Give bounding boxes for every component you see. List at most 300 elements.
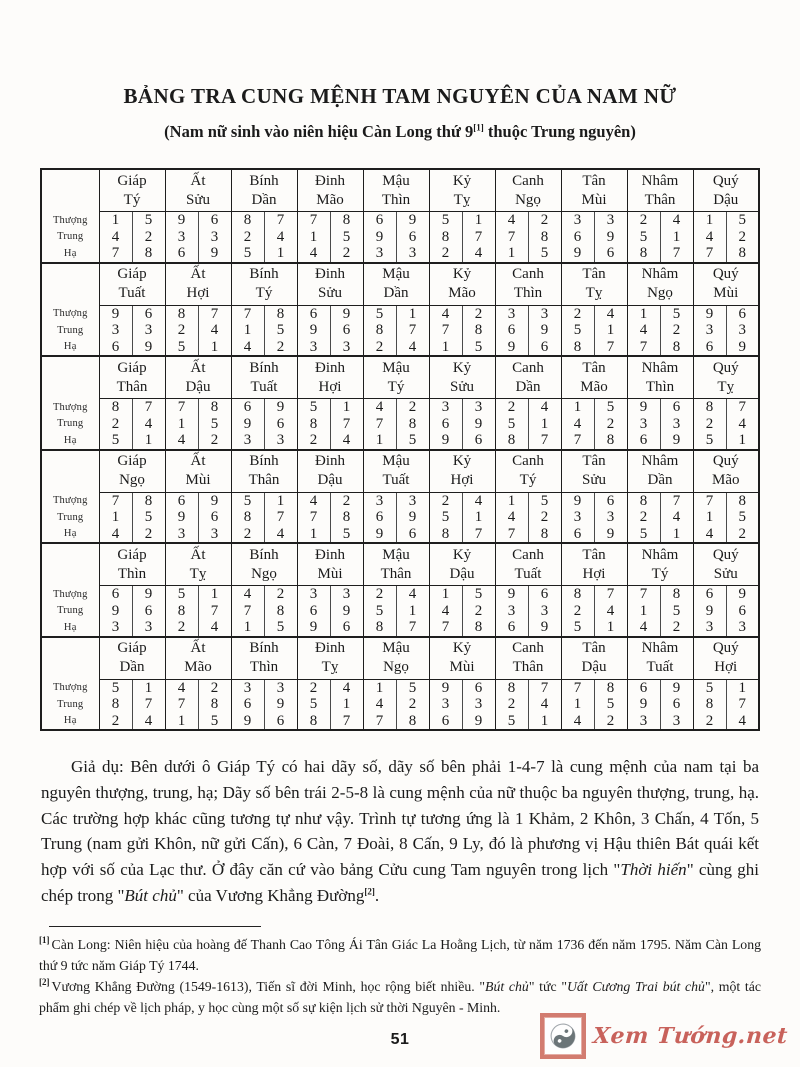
column-header	[693, 263, 759, 306]
female-number-cell: 9	[495, 339, 528, 357]
branch-label: Hợi	[582, 565, 606, 582]
male-number-cell: 9	[462, 713, 495, 731]
female-number-cell: 7	[561, 679, 594, 696]
male-number-cell: 6	[528, 339, 561, 357]
branch-label: Tuất	[382, 472, 410, 488]
female-number-cell: 7	[297, 212, 330, 229]
row-label: Hạ	[41, 339, 99, 357]
male-number-cell: 7	[264, 212, 297, 229]
stem-label: Nhâm	[641, 266, 679, 282]
branch-label: Tý	[255, 285, 273, 301]
female-number-cell: 9	[297, 322, 330, 339]
female-number-cell: 9	[99, 603, 132, 620]
column-header	[429, 450, 495, 493]
branch-label: Thìn	[645, 378, 675, 395]
male-number-cell: 6	[132, 603, 165, 620]
column-header	[165, 637, 231, 680]
female-number-cell: 9	[231, 713, 264, 731]
number-row	[41, 229, 759, 246]
stem-label: Kỷ	[452, 266, 472, 282]
branch-label: Dần	[515, 378, 541, 395]
column-header	[693, 169, 759, 212]
female-number-cell: 6	[495, 619, 528, 637]
female-number-cell: 8	[693, 696, 726, 713]
branch-label: Mùi	[317, 565, 343, 582]
female-number-cell: 7	[429, 322, 462, 339]
male-number-cell: 9	[264, 399, 297, 416]
male-number-cell: 7	[594, 339, 627, 357]
column-header	[297, 263, 363, 306]
male-number-cell: 4	[264, 229, 297, 246]
column-header	[363, 169, 429, 212]
branch-label: Dậu	[449, 565, 475, 582]
female-number-cell: 9	[429, 679, 462, 696]
male-number-cell: 6	[528, 586, 561, 603]
female-number-cell: 3	[297, 339, 330, 357]
branch-label: Tỵ	[717, 378, 735, 395]
column-header	[99, 263, 165, 306]
column-header	[297, 169, 363, 212]
male-number-cell: 7	[594, 586, 627, 603]
female-number-cell: 8	[693, 399, 726, 416]
stem-label: Ất	[190, 266, 206, 282]
female-number-cell: 7	[99, 492, 132, 509]
female-number-cell: 8	[99, 399, 132, 416]
male-number-cell: 1	[726, 679, 759, 696]
female-number-cell: 5	[429, 212, 462, 229]
female-number-cell: 4	[495, 509, 528, 526]
male-number-cell: 8	[132, 245, 165, 263]
column-header	[363, 263, 429, 306]
number-row	[41, 432, 759, 450]
number-row	[41, 245, 759, 263]
male-number-cell: 9	[594, 526, 627, 544]
branch-label: Tý	[387, 378, 405, 395]
page-subtitle	[39, 122, 761, 142]
branch-label: Sửu	[450, 378, 474, 395]
male-number-cell: 2	[264, 339, 297, 357]
stem-label: Canh	[512, 266, 544, 282]
male-number-cell: 5	[132, 212, 165, 229]
number-row	[41, 586, 759, 603]
column-header	[297, 543, 363, 586]
female-number-cell: 1	[363, 432, 396, 450]
male-number-cell: 4	[594, 603, 627, 620]
branch-label: Dần	[119, 659, 145, 675]
stem-label: Đinh	[315, 359, 345, 376]
female-number-cell: 3	[561, 212, 594, 229]
column-header	[429, 356, 495, 399]
female-number-cell: 6	[429, 416, 462, 433]
female-number-cell: 5	[99, 679, 132, 696]
male-number-cell: 3	[264, 432, 297, 450]
female-number-cell: 1	[693, 509, 726, 526]
stem-label: Giáp	[117, 266, 147, 282]
branch-label: Ngọ	[383, 659, 409, 675]
female-number-cell: 6	[693, 586, 726, 603]
male-number-cell: 4	[132, 713, 165, 731]
male-number-cell: 8	[330, 509, 363, 526]
male-number-cell: 1	[396, 305, 429, 322]
number-row	[41, 696, 759, 713]
female-number-cell: 5	[297, 696, 330, 713]
female-number-cell: 2	[693, 416, 726, 433]
male-number-cell: 4	[528, 399, 561, 416]
corner-cell	[41, 637, 99, 680]
female-number-cell: 4	[99, 526, 132, 544]
female-number-cell: 7	[231, 603, 264, 620]
male-number-cell: 7	[198, 603, 231, 620]
female-number-cell: 6	[363, 212, 396, 229]
branch-label: Dậu	[713, 191, 739, 208]
column-header	[231, 169, 297, 212]
branch-label: Sửu	[186, 191, 210, 208]
stem-label: Canh	[512, 172, 544, 189]
female-number-cell: 4	[429, 305, 462, 322]
male-number-cell: 4	[726, 713, 759, 731]
male-number-cell: 8	[264, 603, 297, 620]
female-number-cell: 1	[297, 229, 330, 246]
branch-label: Mùi	[449, 659, 475, 675]
stem-label: Nhâm	[641, 640, 679, 656]
female-number-cell: 1	[627, 603, 660, 620]
column-header	[495, 543, 561, 586]
stem-label: Bính	[249, 266, 279, 282]
female-number-cell: 4	[363, 399, 396, 416]
female-number-cell: 1	[363, 679, 396, 696]
female-number-cell: 4	[297, 492, 330, 509]
male-number-cell: 1	[264, 492, 297, 509]
female-number-cell: 3	[627, 713, 660, 731]
footnote-divider	[49, 926, 261, 927]
watermark-text: Xem Tướng.net	[592, 1023, 789, 1049]
female-number-cell: 2	[627, 509, 660, 526]
female-number-cell: 5	[693, 432, 726, 450]
text-segment: Giả dụ: Bên dưới ô Giáp Tý có hai dãy số, dãy số bên phải 1-4-7 là cung mệnh của nam tại ba nguyên thượng, trung, hạ; Dãy số bên trái 2-5-8 là cung mệnh của nữ thuộc ba nguyên thượng, trung, hạ. Các trường hợp khác cũng tương tự như vậy. Trình tự tương ứng là 1 Khảm, 2 Khôn, 3 Chấn, 4 Tốn, 5 Trung (nam gửi Khôn, nữ gửi Cấn), 6 Càn, 7 Đoài, 8 Cấn, 9 Ly, đó là phương vị Hậu thiên Bát quái kết hợp với số của Lạc thư. Ở đây căn cứ vào bảng Cửu cung Tam nguyên trong lịch "	[41, 757, 759, 880]
male-number-cell: 7	[726, 696, 759, 713]
male-number-cell: 7	[396, 322, 429, 339]
stem-label: Ất	[190, 359, 206, 376]
text-segment: " tức "	[528, 978, 567, 994]
female-number-cell: 4	[495, 212, 528, 229]
row-label: Hạ	[41, 526, 99, 544]
stem-label: Mậu	[382, 172, 410, 189]
column-header	[297, 637, 363, 680]
female-number-cell: 2	[297, 432, 330, 450]
branch-label: Tuất	[250, 378, 278, 395]
column-header	[561, 356, 627, 399]
male-number-cell: 2	[660, 619, 693, 637]
branch-label: Tỵ	[189, 565, 207, 582]
stem-label: Tân	[582, 453, 606, 469]
male-number-cell: 4	[726, 416, 759, 433]
male-number-cell: 9	[132, 586, 165, 603]
male-number-cell: 5	[726, 212, 759, 229]
stem-label: Quý	[712, 359, 739, 376]
male-number-cell: 7	[660, 245, 693, 263]
stem-label: Quý	[712, 546, 739, 563]
branch-label: Thân	[116, 378, 148, 395]
column-header	[495, 637, 561, 680]
branch-label: Thân	[644, 191, 676, 208]
column-header	[231, 637, 297, 680]
female-number-cell: 2	[99, 713, 132, 731]
branch-label: Dậu	[317, 472, 343, 488]
female-number-cell: 4	[165, 432, 198, 450]
female-number-cell: 9	[561, 492, 594, 509]
branch-label: Thìn	[381, 191, 411, 208]
male-number-cell: 2	[660, 322, 693, 339]
stem-label: Bính	[249, 172, 279, 189]
branch-label: Tý	[651, 565, 669, 582]
female-number-cell: 4	[363, 696, 396, 713]
female-number-cell: 8	[429, 229, 462, 246]
stem-label: Bính	[249, 453, 279, 469]
branch-label: Hợi	[318, 378, 342, 395]
text-segment: Vương Khẳng Đường (1549-1613), Tiến sĩ đời Minh, học rộng biết nhiều. "	[51, 978, 486, 994]
branch-label: Ngọ	[515, 191, 541, 208]
male-number-cell: 3	[132, 619, 165, 637]
number-row	[41, 526, 759, 544]
female-number-cell: 8	[627, 245, 660, 263]
male-number-cell: 2	[396, 696, 429, 713]
female-number-cell: 6	[495, 322, 528, 339]
female-number-cell: 5	[363, 603, 396, 620]
female-number-cell: 1	[429, 339, 462, 357]
column-header	[231, 543, 297, 586]
female-number-cell: 8	[429, 526, 462, 544]
text-segment: Bút chủ	[124, 885, 177, 905]
male-number-cell: 4	[462, 492, 495, 509]
branch-label: Thân	[512, 659, 544, 675]
column-header	[495, 263, 561, 306]
female-number-cell: 9	[429, 432, 462, 450]
row-label: Thượng	[41, 305, 99, 322]
male-number-cell: 1	[264, 245, 297, 263]
column-header	[627, 637, 693, 680]
male-number-cell: 4	[462, 245, 495, 263]
stem-label: Giáp	[117, 453, 147, 469]
male-number-cell: 5	[198, 713, 231, 731]
branch-label: Dậu	[581, 659, 607, 675]
female-number-cell: 2	[363, 586, 396, 603]
female-number-cell: 9	[561, 245, 594, 263]
stem-label: Kỷ	[452, 546, 472, 563]
male-number-cell: 1	[132, 679, 165, 696]
female-number-cell: 1	[495, 492, 528, 509]
column-header	[627, 543, 693, 586]
branch-label: Mão	[580, 378, 608, 395]
female-number-cell: 6	[693, 339, 726, 357]
female-number-cell: 1	[99, 212, 132, 229]
female-number-cell: 1	[165, 713, 198, 731]
column-header	[561, 543, 627, 586]
male-number-cell: 5	[264, 322, 297, 339]
male-number-cell: 1	[198, 586, 231, 603]
male-number-cell: 8	[396, 713, 429, 731]
male-number-cell: 1	[528, 416, 561, 433]
male-number-cell: 2	[528, 212, 561, 229]
male-number-cell: 6	[594, 245, 627, 263]
female-number-cell: 6	[297, 603, 330, 620]
female-number-cell: 7	[495, 526, 528, 544]
female-number-cell: 2	[363, 339, 396, 357]
corner-cell	[41, 543, 99, 586]
stem-label: Quý	[712, 266, 739, 282]
male-number-cell: 3	[726, 322, 759, 339]
row-label: Trung	[41, 322, 99, 339]
female-number-cell: 8	[297, 713, 330, 731]
text-segment: [2]	[364, 886, 375, 897]
female-number-cell: 8	[495, 679, 528, 696]
branch-label: Thìn	[117, 565, 147, 582]
male-number-cell: 2	[528, 509, 561, 526]
female-number-cell: 6	[561, 526, 594, 544]
text-segment: " của Vương Khẳng Đường	[176, 885, 365, 905]
column-header	[99, 169, 165, 212]
number-row	[41, 603, 759, 620]
female-number-cell: 9	[627, 399, 660, 416]
female-number-cell: 3	[231, 432, 264, 450]
number-row	[41, 713, 759, 731]
male-number-cell: 7	[132, 696, 165, 713]
female-number-cell: 4	[627, 619, 660, 637]
male-number-cell: 5	[396, 679, 429, 696]
branch-label: Dần	[383, 285, 409, 301]
number-row	[41, 305, 759, 322]
male-number-cell: 4	[198, 322, 231, 339]
male-number-cell: 6	[660, 696, 693, 713]
branch-label: Mùi	[581, 191, 607, 208]
female-number-cell: 2	[165, 619, 198, 637]
male-number-cell: 9	[198, 492, 231, 509]
column-header	[429, 637, 495, 680]
column-header	[231, 356, 297, 399]
stem-label: Tân	[582, 172, 606, 189]
female-number-cell: 4	[627, 322, 660, 339]
branch-label: Mùi	[185, 472, 211, 488]
male-number-cell: 9	[132, 339, 165, 357]
stem-label: Quý	[712, 172, 739, 189]
female-number-cell: 6	[231, 399, 264, 416]
female-number-cell: 3	[495, 603, 528, 620]
female-number-cell: 8	[297, 416, 330, 433]
column-header	[693, 637, 759, 680]
male-number-cell: 2	[462, 305, 495, 322]
male-number-cell: 8	[198, 696, 231, 713]
male-number-cell: 6	[264, 416, 297, 433]
stem-label: Mậu	[382, 546, 410, 563]
column-header	[561, 450, 627, 493]
male-number-cell: 3	[396, 245, 429, 263]
column-header	[495, 450, 561, 493]
female-number-cell: 4	[693, 526, 726, 544]
row-label: Trung	[41, 509, 99, 526]
male-number-cell: 6	[330, 619, 363, 637]
male-number-cell: 2	[594, 416, 627, 433]
text-segment: [1]	[473, 122, 484, 133]
branch-label: Mão	[712, 472, 740, 488]
column-header	[429, 169, 495, 212]
female-number-cell: 5	[363, 305, 396, 322]
male-number-cell: 7	[264, 509, 297, 526]
corner-cell	[41, 169, 99, 212]
stem-label: Đinh	[315, 453, 345, 469]
male-number-cell: 3	[594, 509, 627, 526]
female-number-cell: 7	[165, 399, 198, 416]
male-number-cell: 6	[726, 305, 759, 322]
male-number-cell: 6	[132, 305, 165, 322]
female-number-cell: 5	[297, 399, 330, 416]
male-number-cell: 6	[396, 526, 429, 544]
male-number-cell: 7	[660, 492, 693, 509]
female-number-cell: 7	[165, 696, 198, 713]
female-number-cell: 9	[297, 619, 330, 637]
male-number-cell: 2	[330, 245, 363, 263]
female-number-cell: 3	[627, 416, 660, 433]
female-number-cell: 3	[165, 229, 198, 246]
female-number-cell: 9	[363, 229, 396, 246]
column-header	[627, 356, 693, 399]
male-number-cell: 3	[462, 696, 495, 713]
stem-label: Ất	[190, 546, 206, 563]
male-number-cell: 2	[330, 492, 363, 509]
female-number-cell: 7	[495, 229, 528, 246]
column-header	[561, 637, 627, 680]
male-number-cell: 4	[396, 339, 429, 357]
female-number-cell: 1	[627, 305, 660, 322]
male-number-cell: 7	[396, 619, 429, 637]
male-number-cell: 8	[594, 679, 627, 696]
male-number-cell: 4	[396, 586, 429, 603]
branch-label: Thân	[380, 565, 412, 582]
female-number-cell: 9	[627, 696, 660, 713]
female-number-cell: 5	[231, 245, 264, 263]
female-number-cell: 7	[693, 245, 726, 263]
number-row	[41, 416, 759, 433]
male-number-cell: 4	[132, 416, 165, 433]
female-number-cell: 8	[231, 212, 264, 229]
female-number-cell: 2	[429, 245, 462, 263]
female-number-cell: 3	[99, 619, 132, 637]
female-number-cell: 6	[363, 509, 396, 526]
branch-label: Sửu	[582, 472, 606, 488]
male-number-cell: 5	[264, 619, 297, 637]
male-number-cell: 9	[330, 305, 363, 322]
female-number-cell: 7	[429, 619, 462, 637]
male-number-cell: 9	[396, 212, 429, 229]
text-segment: " cùng ghi chép trong "	[41, 860, 759, 905]
male-number-cell: 8	[528, 526, 561, 544]
branch-label: Ngọ	[647, 285, 673, 301]
female-number-cell: 5	[561, 322, 594, 339]
female-number-cell: 9	[99, 305, 132, 322]
male-number-cell: 3	[330, 339, 363, 357]
male-number-cell: 6	[462, 432, 495, 450]
stem-label: Nhâm	[641, 359, 679, 376]
branch-label: Hợi	[714, 659, 738, 675]
female-number-cell: 2	[429, 492, 462, 509]
column-header	[363, 450, 429, 493]
footnote-marker: [2]	[39, 977, 50, 988]
stem-label: Ất	[190, 453, 206, 469]
female-number-cell: 7	[99, 245, 132, 263]
row-label: Thượng	[41, 399, 99, 416]
column-header	[165, 263, 231, 306]
header-row	[41, 543, 759, 586]
column-header	[693, 356, 759, 399]
column-header	[429, 263, 495, 306]
